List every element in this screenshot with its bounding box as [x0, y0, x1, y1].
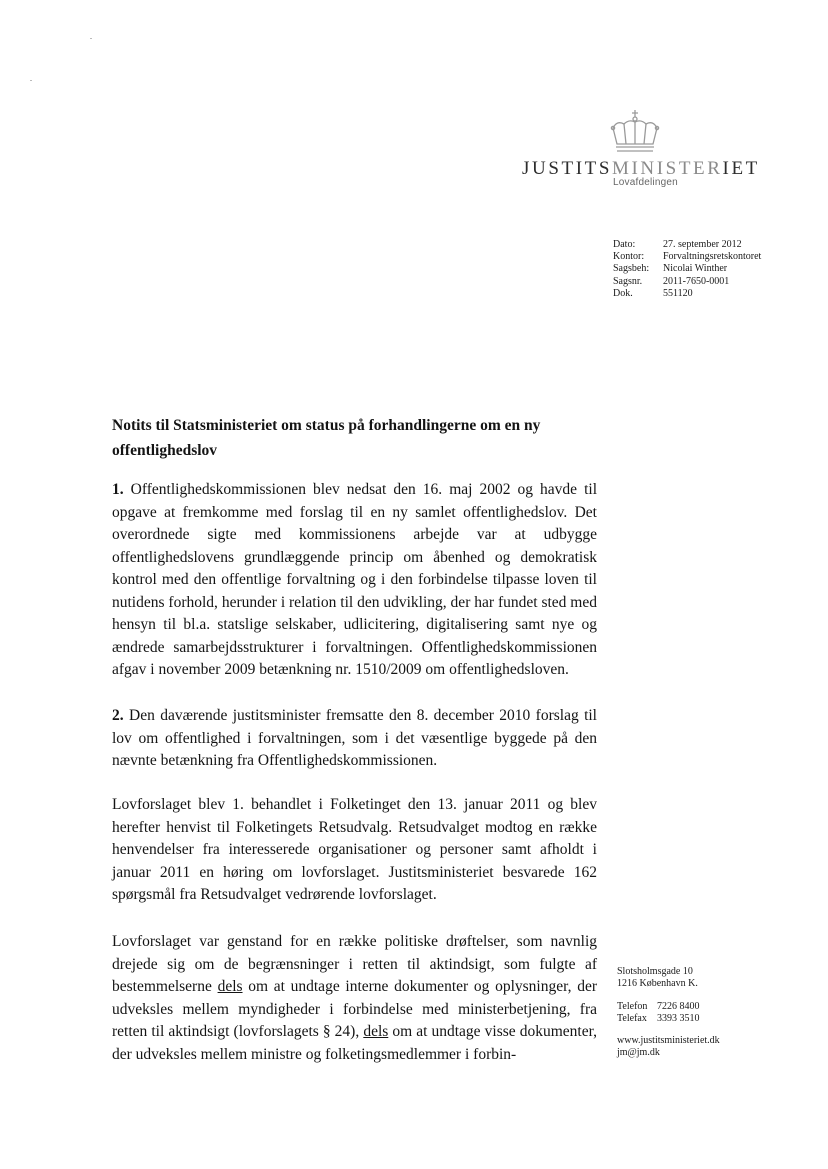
phone-number: 7226 8400 — [657, 1000, 700, 1012]
meta-label: Sagsbeh: — [613, 263, 650, 275]
ministry-name-part3: IET — [722, 158, 760, 179]
paragraph-text: Den daværende justitsminister fremsatte den 8. december 2010 forslag til lov om offentlighed i forvaltningen, som i det væsentlige byggede på den nævnte betænkning fra Offentlighedskommissionen. — [112, 707, 597, 769]
scan-speck — [90, 38, 92, 39]
meta-value: 27. september 2012 — [663, 239, 742, 250]
paragraph-text: om at undtage visse dokumenter, der udveksles mellem ministre og folketingsmedlemmer i forbin- — [112, 1023, 597, 1063]
meta-value: Nicolai Winther — [663, 263, 728, 275]
website-link[interactable]: www.justitsministeriet.dk — [617, 1035, 720, 1047]
scan-speck — [30, 80, 32, 81]
email-link[interactable]: jm@jm.dk — [617, 1047, 660, 1059]
meta-value: 551120 — [663, 287, 693, 299]
paragraph-4 — [112, 931, 597, 1066]
underlined-word: dels — [217, 978, 243, 995]
fax-label: Telefax — [617, 1012, 647, 1024]
web-block — [617, 1035, 720, 1060]
underlined-word: dels — [363, 1023, 389, 1040]
phone-block — [617, 1001, 720, 1026]
paragraph-text: Lovforslaget var genstand for en række politiske drøftelser, som navnlig drejede sig om de begrænsninger i retten til aktindsigt, som fulgte af bestemmelserne — [112, 933, 597, 995]
paragraph-3: Lovforslaget blev 1. behandlet i Folketinget den 13. januar 2011 og blev herefter henvist til Folketingets Retsudvalg. Retsudvalget modtog en række henvendelser fra interesserede organisationer og personer samt afholdt i januar 2011 en høring om lovforslaget. Justitsministeriet besvarede 162 spørgsmål fra Retsudvalget vedrørende lovforslaget. — [112, 796, 597, 903]
city-address: 1216 København K. — [617, 978, 698, 990]
fax-number: 3393 3510 — [657, 1012, 700, 1024]
meta-row-case-number — [613, 276, 761, 288]
paragraph-2 — [112, 705, 597, 773]
paragraph-number: 1. — [112, 481, 124, 498]
department-name: Lovafdelingen — [613, 177, 678, 188]
meta-label: Sagsnr. — [613, 275, 643, 287]
paragraph-number: 2. — [112, 707, 124, 724]
ministry-name-part2: MINISTER — [612, 158, 723, 179]
meta-label: Dok. — [613, 287, 633, 299]
meta-value: Forvaltningsretskontoret — [663, 251, 762, 263]
street-address: Slotsholmsgade 10 — [617, 966, 693, 977]
meta-row-case-handler — [613, 263, 761, 275]
crown-icon — [607, 108, 663, 156]
document-meta — [613, 239, 761, 300]
meta-row-document — [613, 288, 761, 300]
contact-info — [617, 966, 720, 1060]
meta-label: Dato: — [613, 239, 636, 250]
ministry-name-part1: JUSTITS — [522, 158, 612, 179]
phone-row — [617, 1001, 720, 1013]
document-title: Notits til Statsministeriet om status på forhandlingerne om en ny offentlighedslov — [112, 417, 541, 459]
meta-row-date — [613, 239, 761, 251]
phone-label: Telefon — [617, 1000, 648, 1012]
paragraph-text: om at undtage interne dokumenter og oplysninger, der udveksles mellem myndigheder i forbindelse med ministerbetjening, fra retten til aktindsigt (lovforslagets § 24), — [112, 978, 597, 1040]
meta-value: 2011-7650-0001 — [663, 275, 730, 287]
paragraph-1 — [112, 479, 597, 682]
fax-row — [617, 1013, 720, 1025]
paragraph-text: Offentlighedskommissionen blev nedsat den 16. maj 2002 og havde til opgave at fremkomme med forslag til en ny samlet offentlighedslov. Det overordnede sigte med kommissionens arbejde var at udbygge offentlighedslovens grundlæggende princip om åbenhed og demokratisk kontrol med den offentlige forvaltning og i den forbindelse tilpasse loven til nutidens forhold, herunder i relation til den udvikling, der har fundet sted med hensyn til bl.a. statslige selskaber, udlicitering, digitalisering samt nye og ændrede samarbejdsstrukturer i forvaltningen. Offentlighedskommissionen afgav i november 2009 betænkning nr. 1510/2009 om offentlighedsloven. — [112, 481, 597, 678]
meta-row-office — [613, 251, 761, 263]
meta-label: Kontor: — [613, 251, 645, 263]
address-block — [617, 966, 720, 991]
